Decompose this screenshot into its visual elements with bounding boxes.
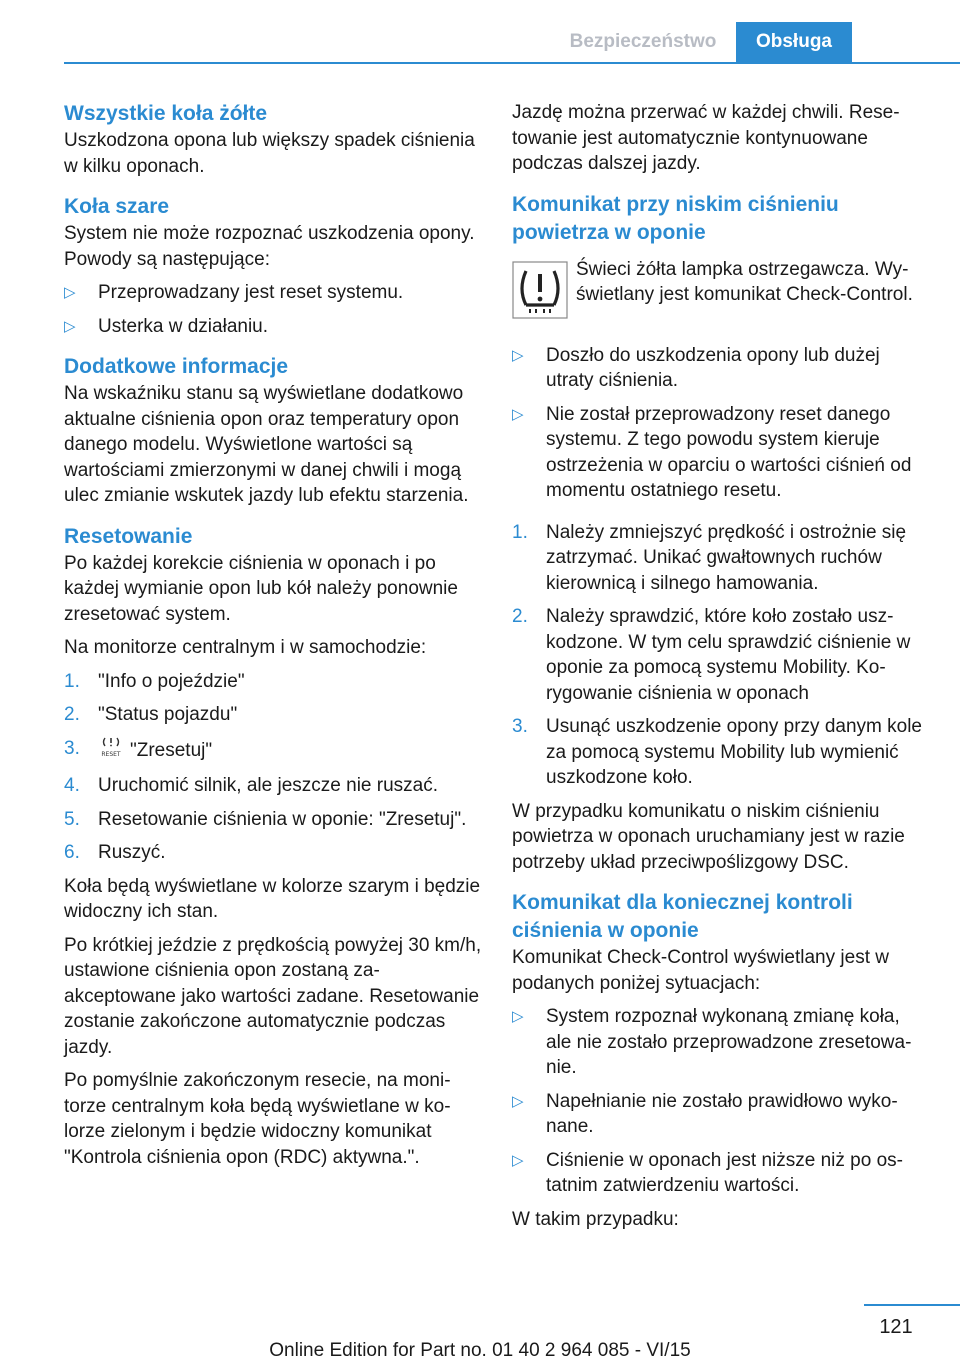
triangle-bullet-icon: ▷ <box>512 1092 524 1110</box>
bullet-list <box>64 280 482 339</box>
section-all-wheels-yellow <box>64 100 482 179</box>
paragraph: Uszkodzona opona lub większy spadek ciśnienia w kilku oponach. <box>64 130 475 177</box>
chapter-tab[interactable]: Obsługa <box>736 22 852 62</box>
page-header <box>0 0 960 62</box>
triangle-bullet-icon: ▷ <box>64 317 76 335</box>
triangle-bullet-icon: ▷ <box>512 1008 524 1025</box>
steps-list <box>64 669 482 866</box>
footer-rule <box>864 1304 960 1306</box>
list-item: 1. Należy zmniejszyć prędkość i ostrożnie się zatrzymać. Unikać gwałtownych ruchów kierownicą i silnego hamowania. <box>512 521 907 594</box>
list-item: 3. RESET "Zresetuj" <box>64 736 482 766</box>
triangle-bullet-icon: ▷ <box>512 405 524 423</box>
list-item: 1. "Info o pojeździe" <box>64 670 245 692</box>
list-item: 5. Resetowanie ciśnienia w oponie: "Zresetuj". <box>64 808 467 830</box>
left-column <box>64 100 482 1178</box>
section-title: Wszystkie koła żółte <box>64 102 268 125</box>
list-item: 4. Uruchomić silnik, ale jeszcze nie ruszać. <box>64 775 439 796</box>
header-rule <box>64 62 960 64</box>
section-additional-info <box>64 353 482 509</box>
section-grey-wheels <box>64 193 482 339</box>
list-item: ▷ Nie został przeprowadzony reset danego systemu. Z tego powodu system kieruje ostrzeżenia w oparciu o wartości ciśnień od momentu ostatniego resetu. <box>512 403 912 501</box>
paragraph: System nie może rozpoznać uszkodzenia opony. Powody są następujące: <box>64 223 475 270</box>
triangle-bullet-icon: ▷ <box>512 346 524 364</box>
list-item: ▷ Usterka w działaniu. <box>64 314 482 340</box>
paragraph: Koła będą wyświetlane w kolorze szarym i będzie widoczny ich stan. <box>64 875 481 922</box>
list-item: 6. Ruszyć. <box>64 842 166 863</box>
section-tab[interactable]: Bezpieczeństwo <box>569 31 717 52</box>
paragraph: Po pomyślnie zakończonym resecie, na monitorze centralnym koła będą wyświetlane w kolorze zielonym i będzie widoczny komunikat "Kontrola ciśnienia opon (RDC) aktywna.". <box>64 1070 451 1168</box>
paragraph: Świeci żółta lampka ostrzegawcza. Wyświetlany jest komunikat Check-Control. <box>576 258 913 305</box>
triangle-bullet-icon: ▷ <box>64 284 76 301</box>
section-title: Dodatkowe informacje <box>64 355 289 378</box>
paragraph: Jazdę można przerwać w każdej chwili. Resetowanie jest automatycznie kontynuowane podczas dalszej jazdy. <box>512 102 900 174</box>
tire-pressure-warning-icon <box>512 261 568 324</box>
list-item: ▷ Ciśnienie w oponach jest niższe niż po ostatnim zatwierdzeniu wartości. <box>512 1149 903 1196</box>
page-number: 121 <box>879 1316 913 1338</box>
list-item: ▷ Przeprowadzany jest reset systemu. <box>64 280 482 306</box>
paragraph: Po krótkiej jeździe z prędkością powyżej 30 km/h, ustawione ciśnienia opon zostaną zaakceptowane jako wartości zadane. Resetowanie zostanie zakończone automatycznie podczas jazdy. <box>64 934 482 1058</box>
section-check-pressure-message <box>512 889 928 1232</box>
bullet-list <box>512 1004 928 1199</box>
paragraph: Po każdej korekcie ciśnienia w oponach i po każdej wymianie opon lub kół należy ponownie zresetować system. <box>64 552 458 625</box>
list-item: ▷ System rozpoznał wykonaną zmianę koła, ale nie zostało przeprowadzone zresetowanie. <box>512 1006 912 1078</box>
list-item: 2. "Status pojazdu" <box>64 704 238 725</box>
triangle-bullet-icon: ▷ <box>512 1151 524 1169</box>
section-title: Resetowanie <box>64 524 193 548</box>
section-reset <box>64 523 482 1171</box>
paragraph: Na wskaźniku stanu są wyświetlane dodatkowo aktualne ciśnienia opon oraz temperatury opon danego modelu. Wyświetlone wartości są wartościami zmierzonymi w danej chwili i mogą ulec zmianie wskutek jazdy lub efektu starzenia. <box>64 383 469 506</box>
warning-block <box>512 257 928 333</box>
list-item: 3. Usunąć uszkodzenie opony przy danym kole za pomocą systemu Mobility lub wymienić uszkodzone koło. <box>512 716 922 788</box>
paragraph: Na monitorze centralnym i w samochodzie: <box>64 637 427 658</box>
section-title: Koła szare <box>64 195 170 218</box>
svg-text:RESET: RESET <box>101 750 121 758</box>
list-item: ▷ Napełnianie nie zostało prawidłowo wykonane. <box>512 1090 898 1137</box>
list-item: ▷ Doszło do uszkodzenia opony lub dużej utraty ciśnienia. <box>512 344 880 391</box>
paragraph: W takim przypadku: <box>512 1208 679 1230</box>
steps-list <box>512 520 928 791</box>
right-column <box>512 100 928 1240</box>
tire-reset-icon <box>98 736 124 766</box>
bullet-list <box>512 343 928 504</box>
edition-footer: Online Edition for Part no. 01 40 2 964 085 - VI/15 <box>269 1340 691 1361</box>
paragraph: W przypadku komunikatu o niskim ciśnieniu powietrza w oponach uruchamiany jest w razie potrzeby układ przeciwpoślizgowy DSC. <box>512 800 905 873</box>
section-title: Komunikat przy niskim ciśnieniu powietrza w oponie <box>512 192 839 244</box>
paragraph: Komunikat Check-Control wyświetlany jest w podanych poniżej sytuacjach: <box>512 947 889 994</box>
section-low-pressure-message <box>512 191 928 876</box>
list-item: 2. Należy sprawdzić, które koło zostało uszkodzone. W tym celu sprawdzić ciśnienie w oponie za pomocą systemu Mobility. Korygowanie ciśnienia w oponach <box>512 606 911 704</box>
section-title: Komunikat dla koniecznej kontroli ciśnienia w oponie <box>512 891 853 942</box>
